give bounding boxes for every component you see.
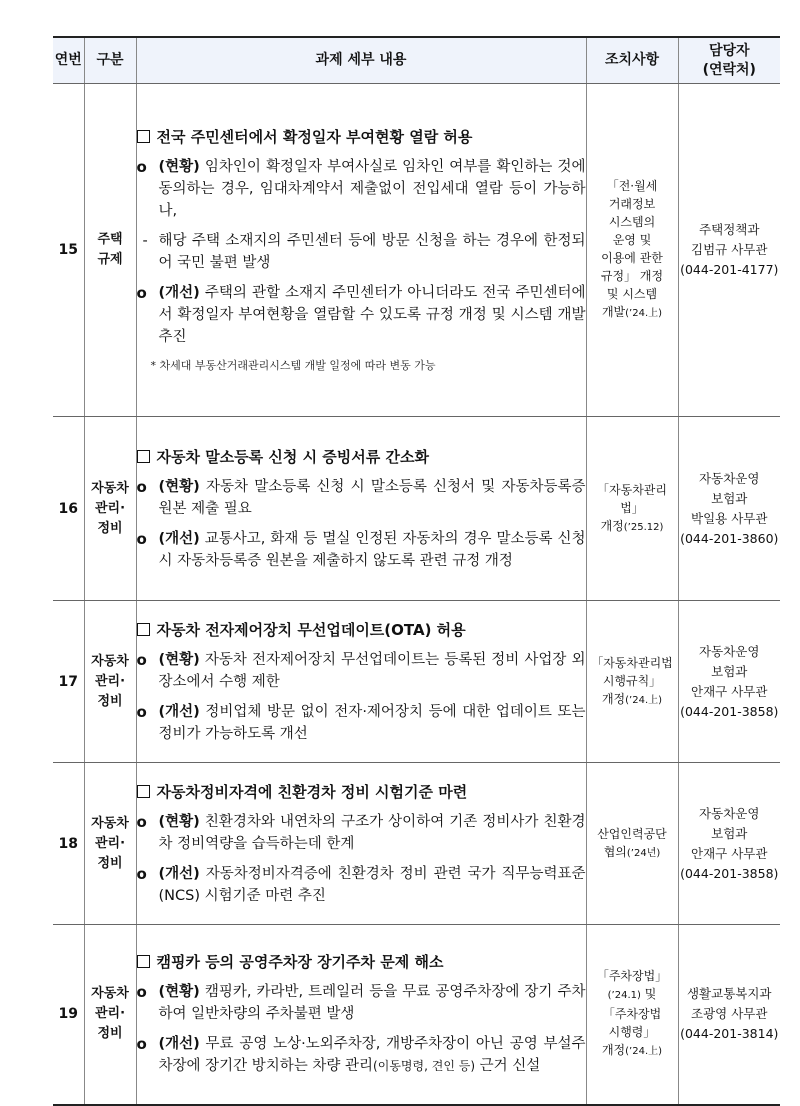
row-category: 자동차 관리· 정비 (84, 417, 136, 601)
row-num: 15 (53, 84, 84, 417)
circle-bullet-icon: o (136, 158, 147, 176)
current-item: o (현황) 캠핑카, 카라반, 트레일러 등을 무료 공영주차장에 장기 주차하여 일반차량의 주차불편 발생 (136, 983, 586, 1023)
checkbox-square-icon (137, 130, 150, 143)
task-title: 자동차정비자격에 친환경차 정비 시험기준 마련 (137, 781, 586, 803)
row-detail (136, 763, 586, 925)
improve-item: o (개선) 자동차정비자격증에 친환경차 정비 관련 국가 직무능력표준(NCS) 시험기준 마련 추진 (136, 864, 586, 904)
row-num: 19 (53, 925, 84, 1105)
row-category: 자동차 관리· 정비 (84, 601, 136, 763)
row-action: 산업인력공단 협의(’24년) (586, 763, 678, 925)
current-item: o (현황) 임차인이 확정일자 부여사실로 임차인 여부를 확인하는 것에 동의하는 경우, 임대차계약서 제출없이 전입세대 열람 등이 가능하나, (136, 158, 586, 219)
improve-item: o (개선) 정비업체 방문 없이 전자·제어장치 등에 대한 업데이트 또는 정비가 가능하도록 개선 (136, 702, 586, 742)
row-action: 「주차장법」 (’24.1) 및 「주차장법 시행령」 개정(’24.上) (586, 925, 678, 1105)
row-action: 「전·월세 거래정보 시스템의 운영 및 이용에 관한 규정」 개정 및 시스템 개발(’24.上) (586, 84, 678, 417)
improve-item: o (개선) 교통사고, 화재 등 멸실 인정된 자동차의 경우 말소등록 신청 시 자동차등록증 원본을 제출하지 않도록 관련 규정 개정 (136, 529, 586, 569)
circle-bullet-icon: o (136, 702, 147, 721)
table-row (53, 601, 780, 763)
row-contact: 생활교통복지과 조광영 사무관 (044-201-3814) (678, 925, 780, 1105)
row-detail (136, 84, 586, 417)
checkbox-square-icon (137, 955, 150, 968)
row-category: 자동차 관리· 정비 (84, 925, 136, 1105)
header-detail: 과제 세부 내용 (136, 37, 586, 84)
row-contact: 주택정책과 김범규 사무관 (044-201-4177) (678, 84, 780, 417)
row-action: 「자동차관리법 시행규칙」 개정(’24.上) (586, 601, 678, 763)
row-category: 자동차 관리· 정비 (84, 763, 136, 925)
footnote: * 차세대 부동산거래관리시스템 개발 일정에 따라 변동 가능 (150, 359, 436, 372)
circle-bullet-icon: o (136, 983, 147, 1002)
row-num: 17 (53, 601, 84, 763)
row-num: 16 (53, 417, 84, 601)
current-item: o (현황) 자동차 전자제어장치 무선업데이트는 등록된 정비 사업장 외 장소에서 수행 제한 (136, 650, 586, 690)
circle-bullet-icon: o (136, 864, 147, 883)
row-detail (136, 417, 586, 601)
current-item: o (현황) 자동차 말소등록 신청 시 말소등록 신청서 및 자동차등록증 원본 제출 필요 (136, 477, 586, 517)
improve-item: o (개선) 주택의 관할 소재지 주민센터가 아니더라도 전국 주민센터에서 확정일자 부여현황을 열람할 수 있도록 규정 개정 및 시스템 개발 추진 (136, 284, 586, 345)
checkbox-square-icon (137, 785, 150, 798)
header-category: 구분 (84, 37, 136, 84)
circle-bullet-icon: o (136, 812, 147, 831)
circle-bullet-icon: o (136, 529, 147, 548)
header-num: 연번 (53, 37, 84, 84)
row-category: 주택 규제 (84, 84, 136, 417)
row-contact: 자동차운영 보험과 안재구 사무관 (044-201-3858) (678, 601, 780, 763)
row-detail (136, 601, 586, 763)
header-action: 조치사항 (586, 37, 678, 84)
row-detail (136, 925, 586, 1105)
task-title: 전국 주민센터에서 확정일자 부여현황 열람 허용 (137, 126, 586, 148)
header-contact: 담당자 (연락처) (678, 37, 780, 84)
table-row (53, 417, 780, 601)
row-contact: 자동차운영 보험과 박일용 사무관 (044-201-3860) (678, 417, 780, 601)
sub-item: - 해당 주택 소재지의 주민센터 등에 방문 신청을 하는 경우에 한정되어 국민 불편 발생 (137, 230, 586, 274)
row-contact: 자동차운영 보험과 안재구 사무관 (044-201-3858) (678, 763, 780, 925)
current-item: o (현황) 친환경차와 내연차의 구조가 상이하여 기존 정비사가 친환경차 정비역량을 습득하는데 한계 (136, 812, 586, 852)
checkbox-square-icon (137, 450, 150, 463)
table-row (53, 763, 780, 925)
header-row (53, 37, 780, 84)
circle-bullet-icon: o (136, 650, 147, 669)
dash-bullet-icon: - (142, 233, 148, 249)
task-title: 자동차 말소등록 신청 시 증빙서류 간소화 (137, 446, 586, 468)
table-row (53, 84, 780, 417)
circle-bullet-icon: o (136, 477, 147, 496)
checkbox-square-icon (137, 623, 150, 636)
row-action: 「자동차관리법」 개정(’25.12) (586, 417, 678, 601)
circle-bullet-icon: o (136, 284, 147, 302)
table-row (53, 925, 780, 1105)
task-title: 캠핑카 등의 공영주차장 장기주차 문제 해소 (137, 951, 586, 973)
circle-bullet-icon: o (136, 1035, 147, 1054)
improve-item: o (개선) 무료 공영 노상·노외주차장, 개방주차장이 아닌 공영 부설주차장에 장기간 방치하는 차량 관리(이동명령, 견인 등) 근거 신설 (136, 1035, 586, 1075)
task-table (53, 36, 780, 1106)
task-title: 자동차 전자제어장치 무선업데이트(OTA) 허용 (137, 619, 586, 641)
row-num: 18 (53, 763, 84, 925)
